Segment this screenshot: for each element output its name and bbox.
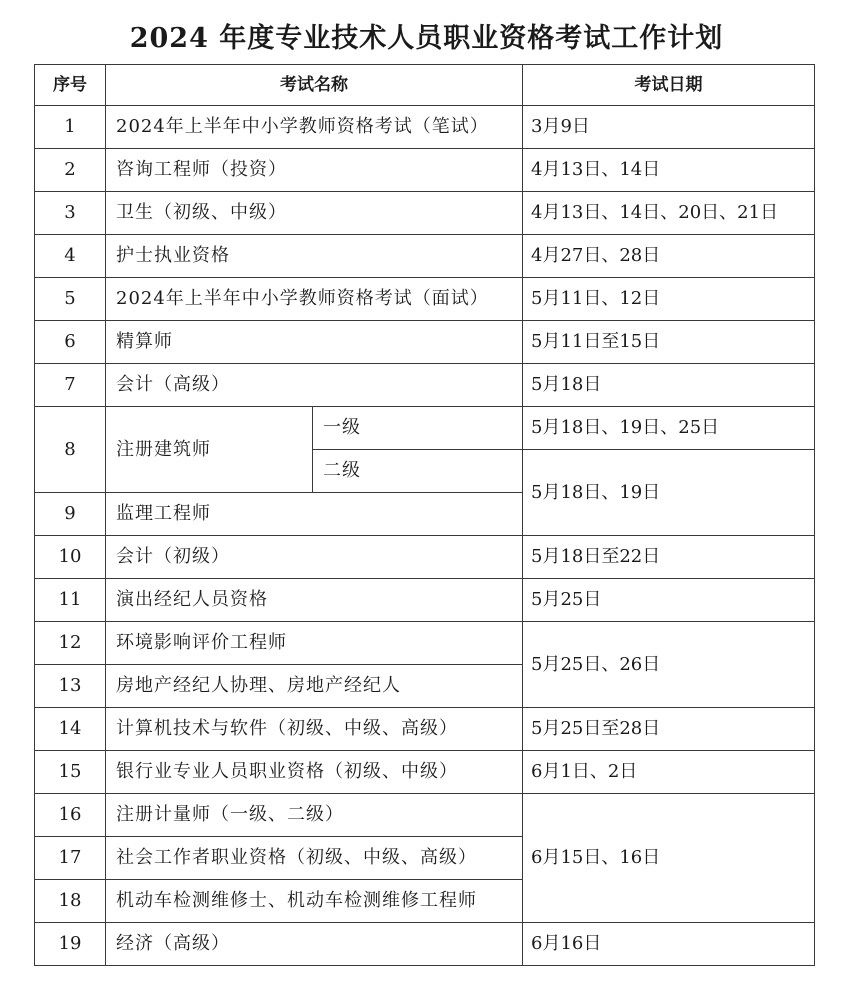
exam-name: 卫生（初级、中级） (106, 192, 523, 235)
exam-name: 演出经纪人员资格 (106, 579, 523, 622)
table-row (35, 278, 815, 321)
exam-date: 4月13日、14日 (523, 149, 815, 192)
row-no: 5 (35, 278, 106, 321)
exam-name: 银行业专业人员职业资格（初级、中级） (106, 751, 523, 794)
table-row (35, 536, 815, 579)
table-row (35, 149, 815, 192)
table-row (35, 794, 815, 837)
exam-name: 咨询工程师（投资） (106, 149, 523, 192)
exam-sublevel: 一级 (313, 407, 523, 450)
exam-name: 社会工作者职业资格（初级、中级、高级） (106, 837, 523, 880)
row-no: 3 (35, 192, 106, 235)
table-row (35, 579, 815, 622)
exam-date: 4月13日、14日、20日、21日 (523, 192, 815, 235)
header-date: 考试日期 (523, 65, 815, 106)
exam-name: 会计（高级） (106, 364, 523, 407)
row-no: 12 (35, 622, 106, 665)
exam-date: 5月18日、19日 (523, 450, 815, 536)
table-row (35, 923, 815, 966)
exam-date: 6月1日、2日 (523, 751, 815, 794)
exam-date: 5月18日至22日 (523, 536, 815, 579)
exam-name: 护士执业资格 (106, 235, 523, 278)
table-row (35, 106, 815, 149)
exam-date: 6月16日 (523, 923, 815, 966)
row-no: 2 (35, 149, 106, 192)
exam-date: 5月11日至15日 (523, 321, 815, 364)
exam-date: 5月18日 (523, 364, 815, 407)
exam-name: 注册计量师（一级、二级） (106, 794, 523, 837)
table-row (35, 407, 815, 450)
row-no: 1 (35, 106, 106, 149)
table-row (35, 708, 815, 751)
table-row (35, 622, 815, 665)
exam-date: 4月27日、28日 (523, 235, 815, 278)
table-row (35, 321, 815, 364)
row-no: 18 (35, 880, 106, 923)
header-no: 序号 (35, 65, 106, 106)
exam-date: 5月25日至28日 (523, 708, 815, 751)
exam-sublevel: 二级 (313, 450, 523, 493)
row-no: 11 (35, 579, 106, 622)
table-row (35, 192, 815, 235)
document-title: 2024 年度专业技术人员职业资格考试工作计划 (129, 23, 724, 54)
exam-date: 6月15日、16日 (523, 794, 815, 923)
row-no: 17 (35, 837, 106, 880)
exam-name: 会计（初级） (106, 536, 523, 579)
row-no: 10 (35, 536, 106, 579)
exam-name: 机动车检测维修士、机动车检测维修工程师 (106, 880, 523, 923)
exam-name: 2024年上半年中小学教师资格考试（面试） (106, 278, 523, 321)
row-no: 16 (35, 794, 106, 837)
row-no: 9 (35, 493, 106, 536)
row-no: 19 (35, 923, 106, 966)
exam-date: 5月25日、26日 (523, 622, 815, 708)
row-no: 13 (35, 665, 106, 708)
exam-date: 3月9日 (523, 106, 815, 149)
row-no: 14 (35, 708, 106, 751)
table-row (35, 235, 815, 278)
header-name: 考试名称 (106, 65, 523, 106)
exam-name: 房地产经纪人协理、房地产经纪人 (106, 665, 523, 708)
table-row (35, 751, 815, 794)
row-no: 15 (35, 751, 106, 794)
row-no: 6 (35, 321, 106, 364)
exam-name: 监理工程师 (106, 493, 523, 536)
row-no: 4 (35, 235, 106, 278)
table-row (35, 364, 815, 407)
row-no: 7 (35, 364, 106, 407)
exam-name: 经济（高级） (106, 923, 523, 966)
table-header-row (35, 65, 815, 106)
row-no: 8 (35, 407, 106, 493)
exam-plan-table (34, 64, 815, 966)
exam-date: 5月11日、12日 (523, 278, 815, 321)
exam-name: 计算机技术与软件（初级、中级、高级） (106, 708, 523, 751)
exam-name: 2024年上半年中小学教师资格考试（笔试） (106, 106, 523, 149)
exam-name: 环境影响评价工程师 (106, 622, 523, 665)
exam-name: 精算师 (106, 321, 523, 364)
exam-name: 注册建筑师 (106, 407, 313, 493)
exam-date: 5月25日 (523, 579, 815, 622)
exam-date: 5月18日、19日、25日 (523, 407, 815, 450)
